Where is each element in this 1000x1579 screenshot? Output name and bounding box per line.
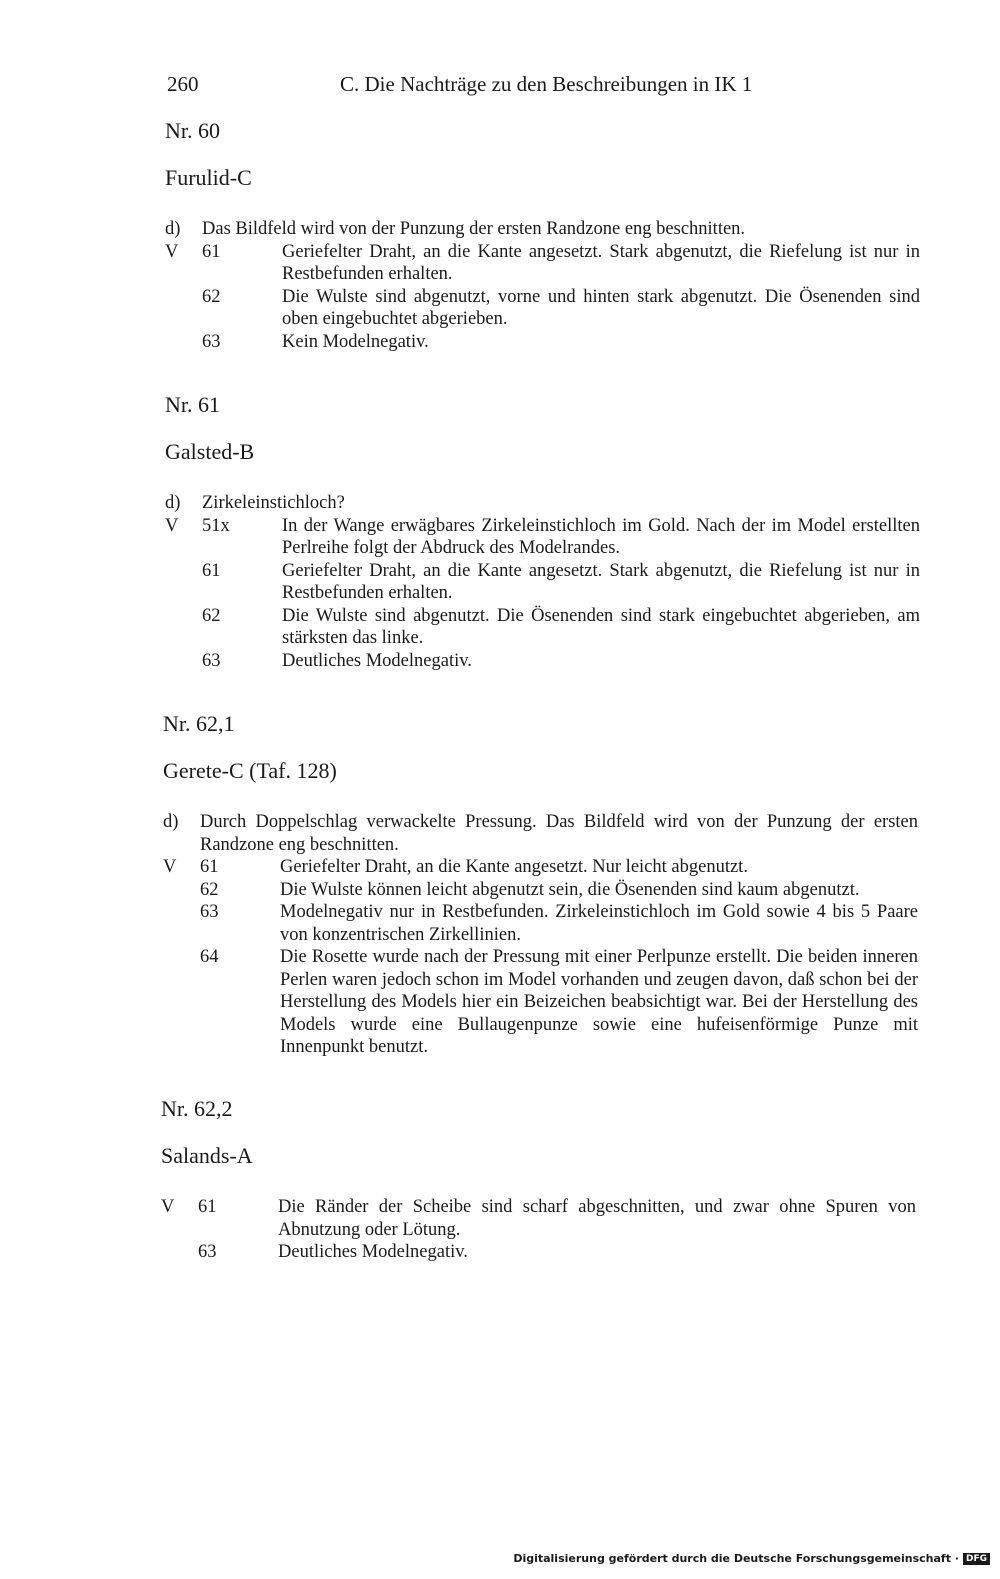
- item-row: [163, 901, 918, 946]
- d-text: Zirkeleinstichloch?: [202, 493, 345, 513]
- entry-body: [165, 218, 920, 353]
- d-marker: d): [165, 493, 181, 513]
- d-row: [165, 218, 920, 241]
- v-marker: V: [165, 241, 179, 262]
- item-row: [165, 650, 920, 673]
- entry-name: Galsted-B: [165, 439, 255, 464]
- entry-body: [165, 492, 920, 672]
- digitization-footer: [513, 1552, 990, 1565]
- v-marker: V: [163, 857, 177, 877]
- entry-number: Nr. 62,1: [163, 711, 235, 736]
- entry-body: [161, 1196, 916, 1264]
- item-code: 63: [198, 1242, 217, 1262]
- item-row: [165, 331, 920, 354]
- entry-nr-60: [165, 117, 920, 353]
- item-text: Kein Modelnegativ.: [282, 331, 429, 352]
- item-text: In der Wange erwägbares Zirkeleinstichloch im Gold. Nach der im Model erstellten Perlreihe folgt der Abdruck des Modelrandes.: [282, 515, 920, 558]
- item-text: Geriefelter Draht, an die Kante angesetzt. Stark abgenutzt, die Riefelung ist nur in Restbefunden erhalten.: [282, 241, 920, 284]
- item-code: 61: [202, 560, 221, 581]
- item-text: Die Rosette wurde nach der Pressung mit einer Perlpunze erstellt. Die beiden inneren Perlen waren jedoch schon im Model vorhanden und zeugen davon, daß schon bei der Herstellung des Models hier ein Beizeichen beabsichtigt war. Bei der Herstellung des Models wurde eine Bullaugenpunze sowie eine hufeisenförmige Punze mit Innenpunkt benutzt.: [280, 947, 918, 1057]
- d-row: [165, 492, 920, 515]
- item-row: [165, 515, 920, 560]
- entry-name: Gerete-C (Taf. 128): [163, 758, 337, 783]
- item-code: 62: [200, 879, 219, 900]
- d-text: Durch Doppelschlag verwackelte Pressung. Das Bildfeld wird von der Punzung der ersten Randzone eng beschnitten.: [200, 812, 918, 855]
- item-row: [161, 1196, 916, 1241]
- d-row: [163, 811, 918, 856]
- item-code: 51x: [202, 515, 230, 536]
- dfg-logo: DFG: [963, 1553, 990, 1565]
- item-text: Die Ränder der Scheibe sind scharf abgeschnitten, und zwar ohne Spuren von Abnutzung oder Lötung.: [278, 1197, 916, 1240]
- item-code: 62: [202, 605, 221, 626]
- item-code: 64: [200, 947, 219, 967]
- d-text: Das Bildfeld wird von der Punzung der ersten Randzone eng beschnitten.: [202, 219, 746, 239]
- entry-nr-62-1: [163, 710, 918, 1059]
- item-text: Geriefelter Draht, an die Kante angesetzt. Stark abgenutzt, die Riefelung ist nur in Restbefunden erhalten.: [282, 560, 920, 603]
- item-row: [163, 879, 918, 902]
- d-marker: d): [163, 812, 179, 832]
- running-title: C. Die Nachträge zu den Beschreibungen in IK 1: [340, 72, 753, 96]
- item-text: Die Wulste sind abgenutzt. Die Ösenenden sind stark eingebuchtet abgerieben, am stärksten das linke.: [282, 605, 920, 648]
- item-code: 63: [200, 902, 219, 922]
- page-number: 260: [167, 72, 199, 96]
- item-text: Modelnegativ nur in Restbefunden. Zirkeleinstichloch im Gold sowie 4 bis 5 Paare von konzentrischen Zirkellinien.: [280, 902, 918, 945]
- entry-name: Salands-A: [161, 1143, 253, 1168]
- item-row: [163, 946, 918, 1059]
- entry-nr-62-2: [161, 1095, 916, 1264]
- item-row: [165, 241, 920, 286]
- entry-number: Nr. 60: [165, 118, 220, 143]
- item-row: [165, 605, 920, 650]
- item-row: [163, 856, 918, 879]
- item-row: [161, 1241, 916, 1264]
- v-marker: V: [165, 515, 179, 536]
- entry-name: Furulid-C: [165, 165, 252, 190]
- item-code: 63: [202, 331, 221, 352]
- item-text: Deutliches Modelnegativ.: [282, 650, 472, 671]
- entry-nr-61: [165, 391, 920, 672]
- item-row: [165, 286, 920, 331]
- item-text: Die Wulste sind abgenutzt, vorne und hinten stark abgenutzt. Die Ösenenden sind oben eingebuchtet abgerieben.: [282, 286, 920, 329]
- item-row: [165, 560, 920, 605]
- footer-text: Digitalisierung gefördert durch die Deutsche Forschungsgemeinschaft ·: [513, 1552, 959, 1565]
- d-marker: d): [165, 219, 181, 239]
- entry-number: Nr. 61: [165, 392, 220, 417]
- item-code: 63: [202, 650, 221, 671]
- entry-body: [163, 811, 918, 1059]
- item-code: 61: [200, 857, 219, 877]
- item-code: 61: [198, 1197, 217, 1217]
- v-marker: V: [161, 1197, 175, 1217]
- item-text: Deutliches Modelnegativ.: [278, 1242, 468, 1262]
- item-code: 62: [202, 286, 221, 307]
- entry-number: Nr. 62,2: [161, 1096, 233, 1121]
- item-text: Die Wulste können leicht abgenutzt sein, die Ösenenden sind kaum abgenutzt.: [280, 879, 860, 900]
- item-text: Geriefelter Draht, an die Kante angesetzt. Nur leicht abgenutzt.: [280, 857, 748, 877]
- item-code: 61: [202, 241, 221, 262]
